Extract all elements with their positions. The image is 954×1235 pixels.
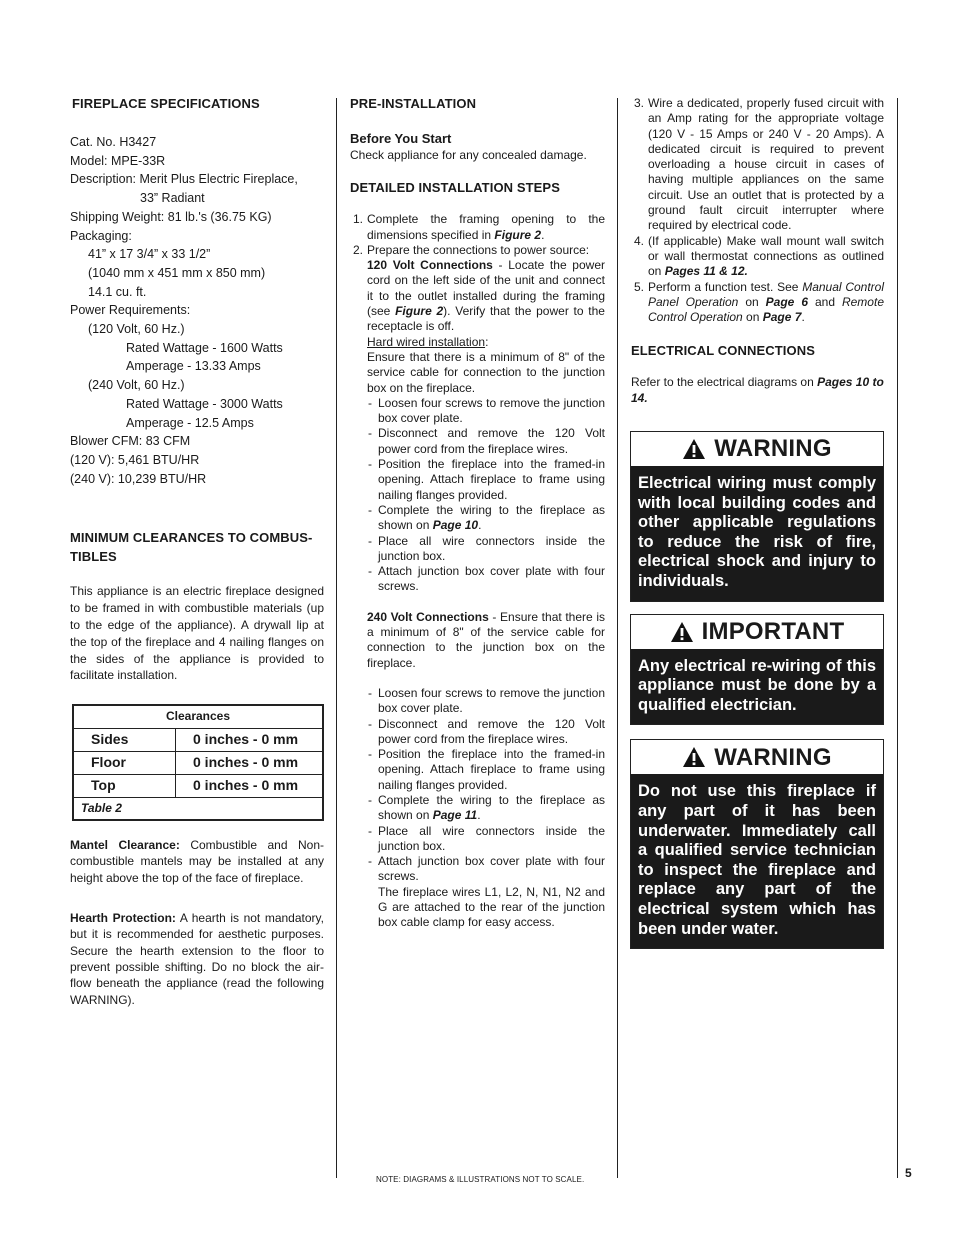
list-item-text: Complete the wiring to the fireplace as shown on (378, 792, 605, 823)
wires-text: The fireplace wires L1, L2, N, N1, N2 and G are attached to the rear of the junction box cable clamp for easy access. (378, 884, 605, 930)
step-text: on (738, 294, 766, 309)
mantel-text: Combustible and Non-combustible mantels may be installed at any height above the top of the face of fireplace. (70, 838, 324, 885)
list-item: - Loosen four screws to remove the junction box cover plate. (368, 685, 605, 716)
list-item: - Place all wire connectors inside the junction box. (368, 533, 605, 563)
list-item: - Position the fireplace into the framed-in opening. Attach fireplace to frame using nailing flanges provided. (368, 457, 605, 502)
step-number: 1. (353, 212, 364, 227)
clearances-table (71, 704, 324, 821)
table-cell-value: 0 inches - 0 mm (176, 752, 324, 775)
warning-box-underwater (630, 739, 884, 949)
spec-line: Rated Wattage - 1600 Watts (126, 340, 283, 355)
v240-text: - Ensure that there is a minimum of 8" of the service cable for connection to the junction box on the fireplace. (367, 609, 605, 670)
list-item-text: Disconnect and remove the 120 Volt power cord from the fireplace wires. (378, 426, 605, 456)
page-reference: Page 11 (432, 808, 478, 823)
list-item-text: Disconnect and remove the 120 Volt power cord from the fireplace wires. (378, 716, 605, 746)
page-reference: Pages 10 to 14. (631, 375, 884, 405)
wires-note (349, 885, 605, 931)
spec-list (70, 133, 324, 488)
list-item: - Disconnect and remove the 120 Volt power cord from the fireplace wires. (368, 426, 605, 456)
column-electrical (630, 96, 884, 949)
list-item-text: Attach junction box cover plate with four screws. (378, 564, 605, 594)
important-body: Any electrical re-wiring of this appliance must be done by a qualified electrician. (631, 649, 883, 725)
installation-steps (349, 212, 605, 258)
table-row (73, 729, 323, 752)
hard-wired-title: Hard wired installation (367, 334, 486, 349)
step-text: (If applicable) Make wall mount wall switch or wall thermostat connections as outlined on (648, 233, 884, 279)
electrical-connections-heading: ELECTRICAL CONNECTIONS (631, 343, 815, 359)
table-row (73, 752, 323, 775)
electrical-text: Refer to the electrical diagrams on (631, 375, 818, 390)
spec-line: Description: Merit Plus Electric Fireplace, (70, 172, 298, 187)
important-title-text: IMPORTANT (701, 617, 845, 645)
step-text-end: . (541, 227, 545, 242)
v240-label: 240 Volt Connections (367, 609, 489, 624)
step-text: Prepare the connections to power source: (367, 242, 590, 257)
step-number: 3. (634, 96, 645, 110)
step-text: and (808, 294, 842, 309)
column-divider-1 (336, 98, 337, 1178)
list-item: - Complete the wiring to the fireplace as shown on Page 11. (368, 792, 605, 823)
spec-line: (120 Volt, 60 Hz.) (88, 322, 185, 337)
list-item-text: Position the fireplace into the framed-in opening. Attach fireplace to frame using nailing flanges provided. (378, 457, 605, 502)
mantel-clearance (70, 837, 324, 886)
warning-title-text: WARNING (714, 435, 832, 463)
spec-line: Shipping Weight: 81 lb.'s (36.75 KG) (70, 209, 272, 224)
column-divider-3 (897, 98, 898, 1178)
list-item: - Position the fireplace into the framed-in opening. Attach fireplace to frame using nailing flanges provided. (368, 747, 605, 792)
warning-triangle-icon (682, 746, 706, 768)
column-divider-2 (617, 98, 618, 1178)
spec-line: (1040 mm x 451 mm x 850 mm) (88, 265, 266, 280)
figure-reference: Figure 2 (395, 304, 444, 319)
before-start-text: Check appliance for any concealed damage. (350, 148, 587, 162)
page-reference: Pages 11 & 12. (664, 264, 748, 279)
pre-install-heading: PRE-INSTALLATION (350, 96, 477, 111)
spec-line: Packaging: (70, 228, 132, 243)
spec-line: (120 V): 5,461 BTU/HR (70, 452, 200, 467)
table-cell-value: 0 inches - 0 mm (176, 775, 324, 798)
warning-triangle-icon (670, 621, 694, 643)
spec-line: Model: MPE-33R (70, 153, 166, 168)
list-item: - Place all wire connectors inside the junction box. (368, 823, 605, 853)
step-text: Wire a dedicated, properly fused circuit with an Amp rating for the appropriate voltage (120 V - 15 Amps or 240 V - 20 Amps). A dedicated circuit is required to prevent overloading a house circuit in cases of having multiple appliances on the same circuit. Use an outlet that is protected by a ground fault circuit interrupter where required by electrical code. (648, 96, 884, 233)
spec-line: Blower CFM: 83 CFM (70, 434, 191, 449)
hearth-text: A hearth is not mandatory, but it is recommended for aesthetic purposes. Secure the hearth extension to the floor to prevent possible shifting. Do no block the air-flow beneath the appliance (read the following WARNING). (70, 911, 324, 1007)
spec-line: Power Requirements: (70, 303, 191, 318)
hard-wired-label (349, 335, 605, 350)
clearances-heading-line2: TIBLES (70, 549, 117, 565)
scale-note: NOTE: DIAGRAMS & ILLUSTRATIONS NOT TO SCALE. (376, 1175, 585, 1184)
list-item-text: Position the fireplace into the framed-in opening. Attach fireplace to frame using nailing flanges provided. (378, 747, 605, 792)
spec-line: (240 V): 10,239 BTU/HR (70, 471, 207, 486)
section-reference: Manual Control Panel Operation (648, 279, 885, 309)
list-item-text: Place all wire connectors inside the junction box. (378, 533, 605, 563)
warning-body: Do not use this fireplace if any part of it has been underwater. Immediately call a qualified service technician to inspect the fireplace and replace any part of the electrical system which has been under water. (631, 774, 883, 948)
electrical-connections-text (630, 375, 884, 406)
table-caption: Table 2 (73, 798, 323, 821)
hearth-protection (70, 910, 324, 1008)
spec-line: 33” Radiant (140, 191, 205, 206)
v120-text: - Locate the power cord on the left side of the unit and connect it to the outlet installed during the framing (see (367, 258, 605, 319)
step-text: on (742, 310, 763, 325)
page-number: 5 (905, 1166, 912, 1180)
v240-connections (349, 610, 605, 671)
warning-title (631, 432, 883, 466)
spec-line: Rated Wattage - 3000 Watts (126, 396, 283, 411)
list-item: - Attach junction box cover plate with four screws. (368, 854, 605, 884)
before-start-heading: Before You Start (350, 131, 452, 146)
hard-wired-text: Ensure that there is a minimum of 8" of the service cable for connection to the junction box on the fireplace. (367, 349, 605, 395)
page-reference: Page 10 (432, 518, 479, 533)
clearances-heading (70, 528, 324, 566)
list-item-text: Attach junction box cover plate with four screws. (378, 854, 605, 884)
warning-title (631, 740, 883, 774)
page-reference: Page 6 (765, 294, 808, 309)
hearth-label: Hearth Protection: (70, 911, 176, 926)
warning-title-text: WARNING (714, 743, 832, 771)
step-2 (349, 243, 605, 258)
step-number: 2. (353, 242, 364, 257)
list-item-text: Loosen four screws to remove the junction box cover plate. (378, 395, 605, 426)
dash-list-240 (349, 686, 605, 931)
table-row (73, 775, 323, 798)
list-item-text: Complete the wiring to the fireplace as shown on (378, 502, 605, 533)
spec-line: 14.1 cu. ft. (88, 284, 147, 299)
hard-wired-colon: : (485, 334, 489, 349)
step-text: Complete the framing opening to the dimensions specified in (367, 212, 605, 242)
column-specifications (70, 96, 324, 1008)
mantel-label: Mantel Clearance: (70, 838, 180, 853)
spec-line: Cat. No. H3427 (70, 135, 157, 149)
spec-heading: FIREPLACE SPECIFICATIONS (72, 96, 260, 111)
table-cell-label: Sides (73, 729, 176, 752)
spec-line: Amperage - 13.33 Amps (126, 359, 261, 374)
page-reference: Page 7 (762, 310, 802, 325)
warning-triangle-icon (682, 438, 706, 460)
step-text: Perform a function test. See (648, 279, 803, 294)
table-cell-value: 0 inches - 0 mm (176, 729, 324, 752)
installation-steps-heading: DETAILED INSTALLATION STEPS (350, 180, 560, 196)
table-header: Clearances (73, 705, 323, 729)
v120-text-end: ). Verify that the power to the receptacle is off. (367, 304, 605, 334)
warning-body: Electrical wiring must comply with local building codes and other applicable regulations to reduce the risk of fire, electrical shock and injury to individuals. (631, 466, 883, 601)
list-item-text: Place all wire connectors inside the junction box. (378, 823, 605, 853)
list-item-text: Loosen four screws to remove the junction box cover plate. (378, 685, 605, 716)
figure-reference: Figure 2 (494, 227, 542, 242)
important-title (631, 615, 883, 649)
spec-line: (240 Volt, 60 Hz.) (88, 378, 185, 393)
column-pre-installation (349, 96, 605, 931)
spec-line: Amperage - 12.5 Amps (126, 415, 254, 430)
list-item: - Loosen four screws to remove the junction box cover plate. (368, 395, 605, 426)
list-item: - Complete the wiring to the fireplace as shown on Page 10. (368, 502, 605, 533)
v120-connections (349, 258, 605, 334)
step-4 (630, 234, 884, 280)
table-cell-label: Floor (73, 752, 176, 775)
warning-box-wiring (630, 431, 884, 602)
list-item: - Attach junction box cover plate with four screws. (368, 564, 605, 594)
step-3 (630, 96, 884, 234)
important-box-rewiring (630, 614, 884, 726)
spec-line: 41” x 17 3/4” x 33 1/2” (88, 247, 211, 262)
v120-label: 120 Volt Connections (367, 258, 493, 273)
step-number: 4. (634, 233, 645, 248)
step-number: 5. (634, 279, 645, 294)
installation-steps-continued (630, 96, 884, 325)
step-5 (630, 280, 884, 326)
table-cell-label: Top (73, 775, 176, 798)
clearances-text: This appliance is an electric fireplace designed to be framed in with combustible materials (up to the edge of the appliance). A drywall lip at the top of the fireplace and 4 nailing flanges on the sides of the appliance is provided to facilitate installation. (70, 584, 324, 683)
section-reference: Remote Control Operation (648, 294, 884, 325)
list-item: - Disconnect and remove the 120 Volt power cord from the fireplace wires. (368, 716, 605, 746)
step-text-end: . (801, 310, 805, 325)
step-1 (349, 212, 605, 243)
dash-list-120 (349, 396, 605, 595)
clearances-heading-line1: MINIMUM CLEARANCES TO COMBUS- (70, 530, 313, 546)
